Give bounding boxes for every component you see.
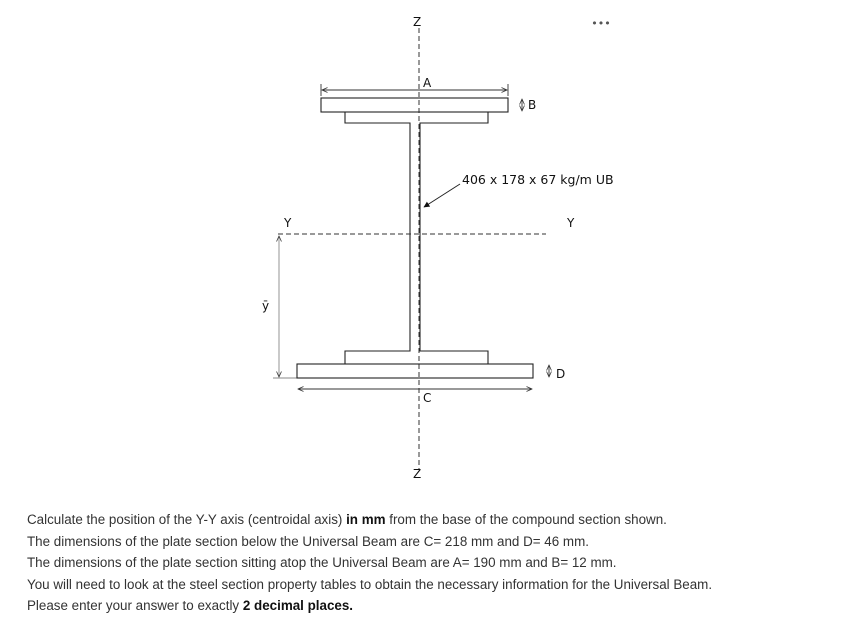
bottom-plate — [297, 364, 533, 378]
top-plate — [321, 98, 508, 112]
dimension-c-label: C — [423, 391, 432, 405]
more-options-icon[interactable]: ••• — [591, 17, 611, 30]
question-line-3: The dimensions of the plate section sitting atop the Universal Beam are A= 190 mm and B= 12 mm. — [27, 555, 617, 571]
beam-leader-arrow — [424, 184, 460, 207]
dimension-a-label: A — [423, 76, 432, 90]
dimension-d-label: D — [556, 367, 566, 381]
beam-designation-label: 406 x 178 x 67 kg/m UB — [462, 172, 614, 187]
question-text — [27, 509, 847, 617]
question-line-4: You will need to look at the steel section property tables to obtain the necessary information for the Universal Beam. — [27, 576, 713, 592]
y-right-label: Y — [567, 216, 575, 230]
z-bottom-label: Z — [413, 467, 422, 481]
question-line-5: Please enter your answer to exactly 2 decimal places. — [27, 598, 354, 614]
y-left-label: Y — [284, 216, 292, 230]
question-line-1: Calculate the position of the Y-Y axis (centroidal axis) in mm from the base of the compound section shown. — [27, 512, 667, 527]
ybar-label: ȳ — [262, 299, 270, 313]
dimension-b-label: B — [528, 98, 537, 112]
universal-beam — [345, 112, 488, 364]
question-line-2: The dimensions of the plate section below the Universal Beam are C= 218 mm and D= 46 mm. — [27, 533, 589, 549]
z-top-label: Z — [413, 15, 422, 29]
